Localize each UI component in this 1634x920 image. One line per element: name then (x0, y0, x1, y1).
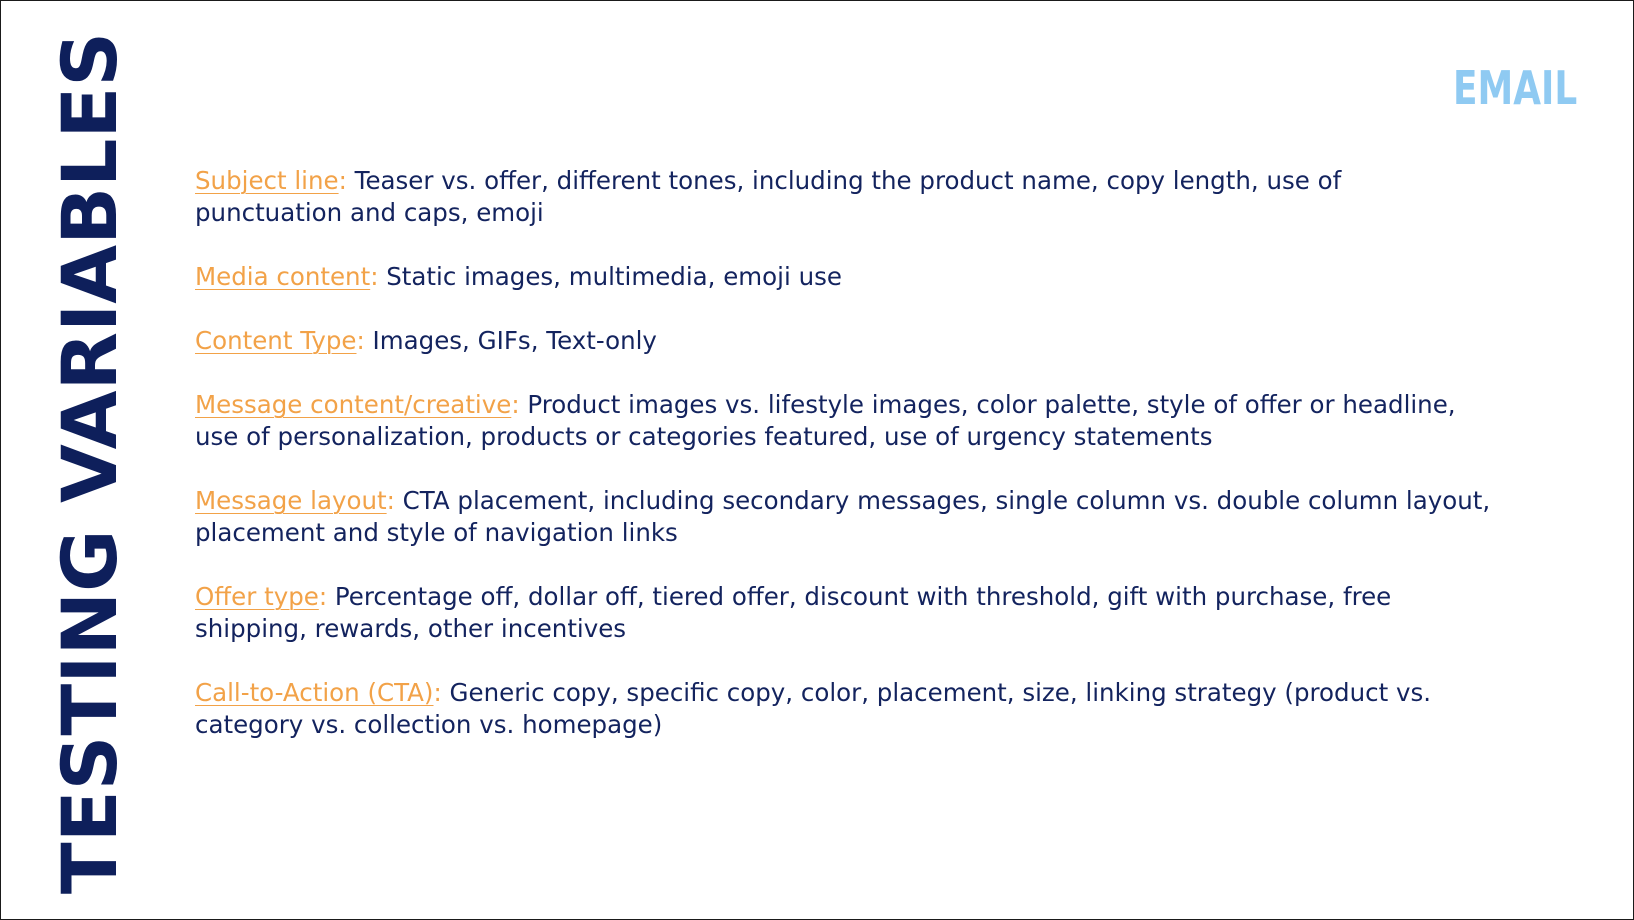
list-item-offer-type (195, 581, 1495, 645)
item-label-link[interactable]: Call-to-Action (CTA) (195, 678, 434, 707)
item-description: Product images vs. lifestyle images, color palette, style of offer or headline, use of personalization, products or categories featured, use of urgency statements (195, 390, 1456, 451)
item-label-link[interactable]: Message layout (195, 486, 387, 515)
item-colon: : (433, 678, 442, 707)
item-label-link[interactable]: Offer type (195, 582, 319, 611)
item-colon: : (318, 582, 328, 611)
item-description: Static images, multimedia, emoji use (378, 262, 842, 291)
item-description: Teaser vs. offer, different tones, including the product name, copy length, use of punctuation and caps, emoji (195, 166, 1342, 227)
list-item-content-type (195, 325, 1495, 357)
item-colon: : (386, 486, 395, 515)
list-item-call-to-action (195, 677, 1495, 741)
item-colon: : (338, 166, 347, 195)
item-label-link[interactable]: Message content/creative (195, 390, 512, 419)
item-label-link[interactable]: Subject line (195, 166, 339, 195)
item-label-link[interactable]: Content Type (195, 326, 357, 355)
list-item-message-content (195, 389, 1495, 453)
item-label-link[interactable]: Media content (195, 262, 371, 291)
item-description: Images, GIFs, Text-only (364, 326, 657, 355)
slide-title: TESTING VARIABLES (45, 31, 134, 895)
item-colon: : (370, 262, 379, 291)
slide-title-vertical (45, 31, 134, 895)
list-item-message-layout (195, 485, 1495, 549)
item-colon: : (511, 390, 520, 419)
item-colon: : (356, 326, 365, 355)
item-description: Generic copy, specific copy, color, placement, size, linking strategy (product vs. category vs. collection vs. homepage) (195, 678, 1432, 739)
variable-list (195, 165, 1495, 773)
list-item-subject-line (195, 165, 1495, 229)
item-description: Percentage off, dollar off, tiered offer, discount with threshold, gift with purchase, free shipping, rewards, other incentives (195, 582, 1392, 643)
channel-tag: EMAIL (1452, 61, 1577, 115)
list-item-media-content (195, 261, 1495, 293)
item-description: CTA placement, including secondary messages, single column vs. double column layout, placement and style of navigation links (195, 486, 1491, 547)
